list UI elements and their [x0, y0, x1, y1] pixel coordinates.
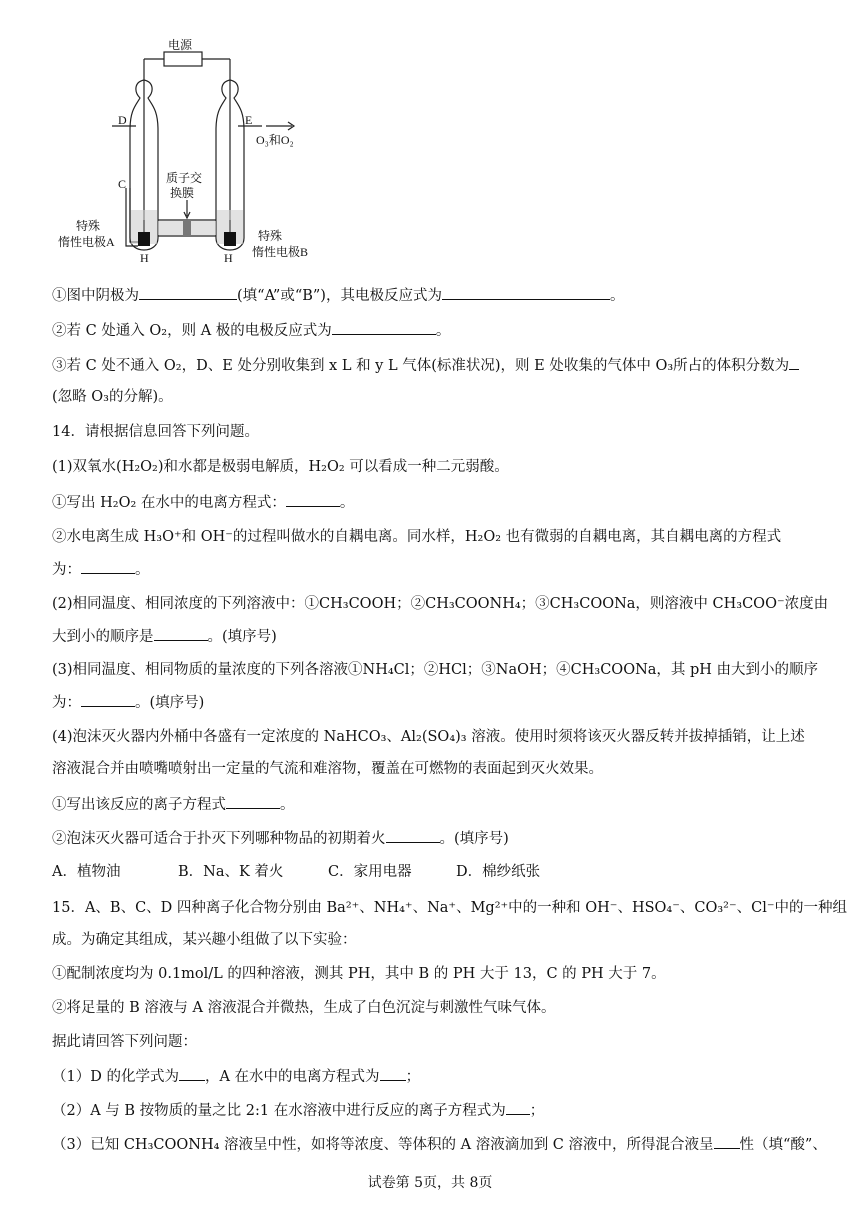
- answer-blank[interactable]: [179, 1066, 205, 1081]
- q14-s4b: ②泡沫灭火器可适合于扑灭下列哪种物品的初期着火 。(填序号): [52, 828, 820, 849]
- option-d[interactable]: D．棉纱纸张: [456, 864, 541, 880]
- q13-part2: ②若 C 处通入 O₂，则 A 极的电极反应式为 。: [52, 320, 820, 341]
- answer-blank[interactable]: [154, 626, 208, 641]
- electrolysis-apparatus-diagram: [58, 38, 338, 280]
- q14-s4-cont: 溶液混合并由喷嘴喷射出一定量的气流和难溶物，覆盖在可燃物的表面起到灭火效果。: [52, 761, 603, 777]
- q13-part1: ①图中阴极为 (填“A”或“B”)，其电极反应式为 。: [52, 285, 820, 306]
- answer-blank[interactable]: [442, 285, 610, 300]
- q15-part2: （2）A 与 B 按物质的量之比 2:1 在水溶液中进行反应的离子方程式为 ；: [52, 1100, 820, 1121]
- q14-s4a: ①写出该反应的离子方程式 。: [52, 794, 820, 815]
- answer-blank[interactable]: [226, 794, 280, 809]
- q15-part1: （1）D 的化学式为 ，A 在水中的电离方程式为 ；: [52, 1066, 820, 1087]
- electrode-A-label-1: 特殊: [76, 219, 101, 233]
- electrode-B: [224, 232, 236, 246]
- page-footer: 试卷第 5页，共 8页: [367, 1175, 493, 1191]
- q15-prompt: 据此请回答下列问题：: [52, 1034, 197, 1050]
- answer-blank[interactable]: [714, 1134, 740, 1149]
- answer-blank[interactable]: [332, 320, 436, 335]
- membrane-label-2: 换膜: [170, 186, 195, 200]
- q13-part3-cont: (忽略 O₃的分解)。: [52, 389, 173, 405]
- answer-blank[interactable]: [286, 492, 340, 507]
- q14-options: [52, 862, 820, 882]
- q14-s2: (2)相同温度、相同浓度的下列溶液中：①CH₃COOH；②CH₃COONH₄；③CH₃COONa，则溶液中 CH₃COO⁻浓度由: [52, 596, 829, 612]
- electrode-B-label-1: 特殊: [258, 229, 283, 243]
- answer-blank[interactable]: [81, 559, 135, 574]
- q15-part3: （3）已知 CH₃COONH₄ 溶液呈中性，如将等浓度、等体积的 A 溶液滴加到 C 溶液中，所得混合液呈 性（填“酸”、: [52, 1134, 820, 1155]
- option-c[interactable]: C．家用电器: [328, 864, 412, 880]
- q14-s1: (1)双氧水(H₂O₂)和水都是极弱电解质，H₂O₂ 可以看成一种二元弱酸。: [52, 459, 509, 475]
- gas-label: O₃和O₂: [256, 133, 294, 147]
- electrode-B-label-2: 惰性电极B: [252, 245, 309, 259]
- q15-exp1: ①配制浓度均为 0.1mol/L 的四种溶液，测其 PH，其中 B 的 PH 大于 13，C 的 PH 大于 7。: [52, 966, 666, 982]
- q14-s2-cont: 大到小的顺序是 。(填序号): [52, 626, 820, 647]
- proton-exchange-membrane: [183, 220, 191, 236]
- option-b[interactable]: B．Na、K 着火: [178, 864, 284, 880]
- label-H-left: H: [140, 251, 149, 265]
- membrane-label-1: 质子交: [166, 171, 203, 185]
- label-H-right: H: [224, 251, 233, 265]
- answer-blank[interactable]: [386, 828, 440, 843]
- electrode-A-label-2: 惰性电极A: [58, 235, 115, 249]
- answer-blank[interactable]: [789, 355, 799, 370]
- electrode-A: [138, 232, 150, 246]
- q13-part3: ③若 C 处不通入 O₂，D、E 处分别收集到 x L 和 y L 气体(标准状况)，则 E 处收集的气体中 O₃所占的体积分数为: [52, 355, 820, 376]
- q14-s4: (4)泡沫灭火器内外桶中各盛有一定浓度的 NaHCO₃、Al₂(SO₄)₃ 溶液。使用时须将该灭火器反转并拔掉插销，让上述: [52, 729, 805, 745]
- q14-s1b: ②水电离生成 H₃O⁺和 OH⁻的过程叫做水的自耦电离。同水样，H₂O₂ 也有微弱的自耦电离，其自耦电离的方程式: [52, 529, 782, 545]
- q14-s1b-cont: 为： 。: [52, 559, 820, 580]
- q14-s3-cont: 为： 。(填序号): [52, 692, 820, 713]
- q14-title: 14．请根据信息回答下列问题。: [52, 424, 259, 440]
- label-D: D: [118, 113, 127, 127]
- q14-s1a: ①写出 H₂O₂ 在水中的电离方程式： 。: [52, 492, 820, 513]
- option-a[interactable]: A．植物油: [52, 864, 121, 880]
- answer-blank[interactable]: [81, 692, 135, 707]
- answer-blank[interactable]: [139, 285, 237, 300]
- q15-intro-cont: 成。为确定其组成，某兴趣小组做了以下实验：: [52, 932, 357, 948]
- power-label: 电源: [168, 38, 193, 52]
- power-supply-box: [164, 52, 202, 66]
- label-E: E: [245, 113, 253, 127]
- q15-intro: 15．A、B、C、D 四种离子化合物分别由 Ba²⁺、NH₄⁺、Na⁺、Mg²⁺中的一种和 OH⁻、HSO₄⁻、CO₃²⁻、Cl⁻中的一种组: [52, 900, 848, 916]
- q15-exp2: ②将足量的 B 溶液与 A 溶液混合并微热，生成了白色沉淀与刺激性气味气体。: [52, 1000, 556, 1016]
- q14-s3: (3)相同温度、相同物质的量浓度的下列各溶液①NH₄Cl；②HCl；③NaOH；④CH₃COONa，其 pH 由大到小的顺序: [52, 662, 819, 678]
- answer-blank[interactable]: [380, 1066, 406, 1081]
- label-C: C: [118, 177, 127, 191]
- answer-blank[interactable]: [506, 1100, 530, 1115]
